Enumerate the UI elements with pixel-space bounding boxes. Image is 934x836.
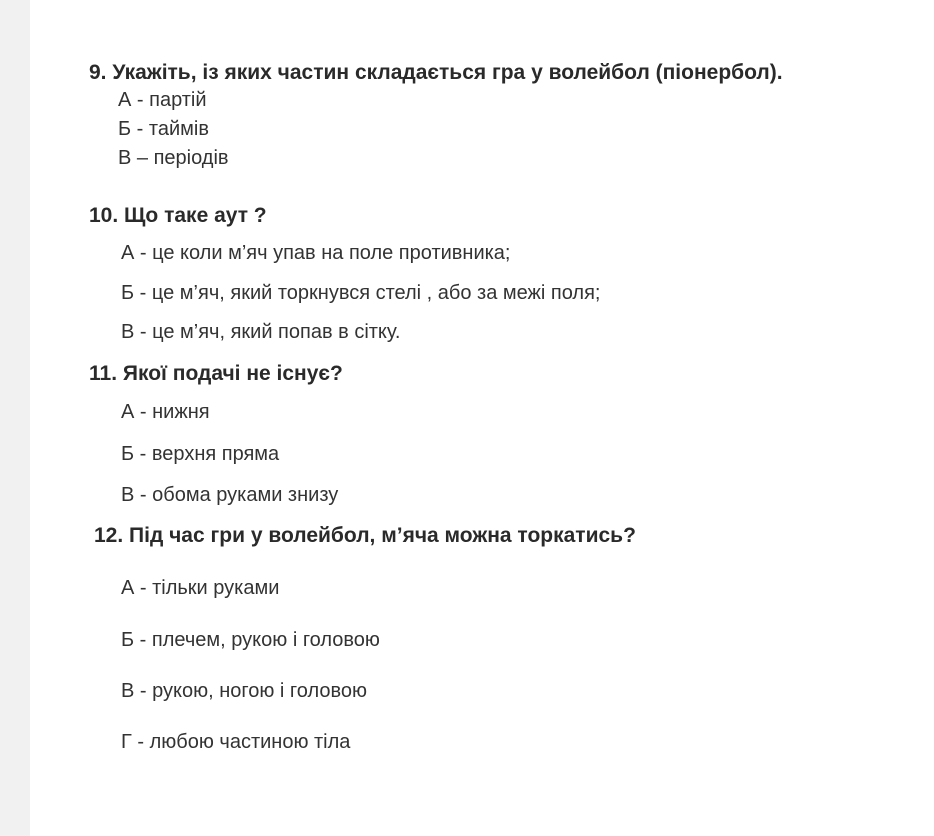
- question-9-option-c: В – періодів: [118, 147, 229, 169]
- question-12-title: 12. Під час гри у волейбол, м’яча можна торкатись?: [94, 524, 636, 547]
- question-12-option-a: А - тільки руками: [121, 577, 280, 599]
- question-11-title: 11. Якої подачі не існує?: [89, 362, 343, 385]
- question-11-option-a: А - нижня: [121, 401, 210, 423]
- question-12-option-d: Г - любою частиною тіла: [121, 731, 351, 753]
- question-10-title: 10. Що таке аут ?: [89, 204, 267, 227]
- question-11-option-b: Б - верхня пряма: [121, 443, 280, 465]
- question-10-option-b: Б - це м’яч, який торкнувся стелі , або за межі поля;: [121, 282, 601, 304]
- question-9-option-b: Б - таймів: [118, 118, 209, 140]
- question-12-option-b: Б - плечем, рукою і головою: [121, 629, 380, 651]
- document-page: [30, 0, 934, 836]
- question-11-option-c: В - обома руками знизу: [121, 484, 339, 506]
- question-10-option-a: А - це коли м’яч упав на поле противника;: [121, 242, 511, 264]
- question-9-option-a: А - партій: [118, 89, 207, 111]
- question-9-title: 9. Укажіть, із яких частин складається гра у волейбол (піонербол).: [89, 61, 783, 84]
- question-12-option-c: В - рукою, ногою і головою: [121, 680, 368, 702]
- question-10-option-c: В - це м’яч, який попав в сітку.: [121, 321, 401, 343]
